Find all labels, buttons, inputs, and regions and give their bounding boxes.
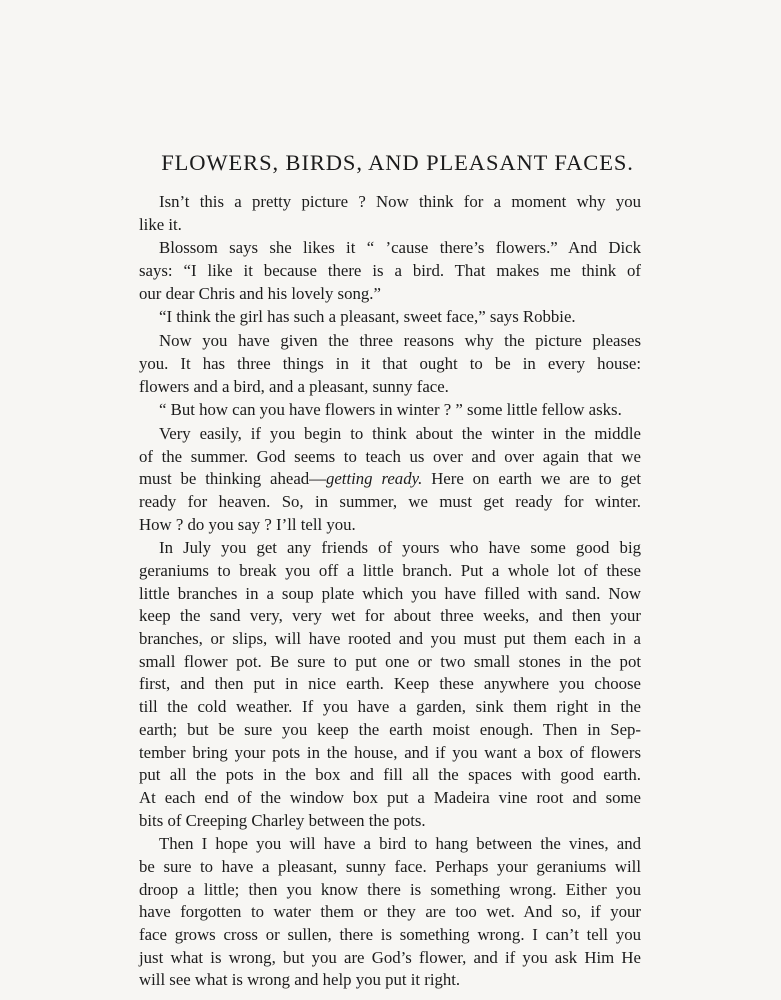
text-line: How ? do you say ? I’ll tell you.	[139, 514, 356, 534]
text-line: earth; but be sure you keep the earth moist enough. Then in Sep-	[139, 719, 641, 739]
text-line: first, and then put in nice earth. Keep these anywhere you choose	[139, 674, 641, 694]
text-line: Now you have given the three reasons why the picture pleases	[159, 331, 641, 351]
text-line: Blossom says she likes it “ ’cause there’s flowers.” And Dick	[159, 238, 641, 258]
text-line: Then I hope you will have a bird to hang between the vines, and	[159, 834, 641, 854]
text-line: will see what is wrong and help you put it right.	[139, 970, 461, 990]
text-line: droop a little; then you know there is something wrong. Either you	[139, 879, 641, 899]
text-segment: Here on earth we are to get	[422, 469, 641, 489]
text-line: “I think the girl has such a pleasant, sweet face,” says Robbie.	[159, 307, 576, 327]
text-line: like it.	[139, 214, 182, 234]
text-line: just what is wrong, but you are God’s flower, and if you ask Him He	[139, 947, 641, 967]
text-line: Very easily, if you begin to think about the winter in the middle	[159, 423, 641, 443]
text-line: branches, or slips, will have rooted and you must put them each in a	[139, 629, 641, 649]
text-segment: must be thinking ahead—	[139, 469, 326, 489]
text-line: bits of Creeping Charley between the pots.	[139, 810, 426, 830]
italic-text: getting ready.	[325, 469, 423, 489]
text-line	[139, 468, 641, 491]
text-line: geraniums to break you off a little branch. Put a whole lot of these	[139, 561, 641, 580]
text-line: says: “I like it because there is a bird. That makes me think of	[139, 261, 641, 281]
text-line: “ But how can you have flowers in winter ? ” some little fellow asks.	[159, 400, 622, 420]
body-text	[139, 191, 641, 992]
text-line: flowers and a bird, and a pleasant, sunny face.	[139, 376, 449, 396]
text-line: small flower pot. Be sure to put one or two small stones in the pot	[139, 651, 641, 671]
text-line: be sure to have a pleasant, sunny face. Perhaps your geraniums will	[139, 856, 641, 876]
text-line: At each end of the window box put a Madeira vine root and some	[139, 787, 641, 807]
text-line: ready for heaven. So, in summer, we must get ready for winter.	[139, 491, 641, 511]
text-line: face grows cross or sullen, there is something wrong. I can’t tell you	[139, 925, 641, 944]
text-line: little branches in a soup plate which you have filled with sand. Now	[139, 583, 641, 603]
text-line: our dear Chris and his lovely song.”	[139, 283, 381, 303]
text-line: keep the sand very, very wet for about three weeks, and then your	[139, 606, 641, 626]
text-line: tember bring your pots in the house, and if you want a box of flowers	[139, 742, 641, 762]
text-line: have forgotten to water them or they are too wet. And so, if your	[139, 902, 641, 922]
text-line: In July you get any friends of yours who have some good big	[159, 538, 641, 558]
text-line: put all the pots in the box and fill all the spaces with good earth.	[139, 765, 641, 785]
text-line: of the summer. God seems to teach us over and over again that we	[139, 446, 641, 466]
text-line: till the cold weather. If you have a garden, sink them right in the	[139, 697, 641, 717]
chapter-title: FLOWERS, BIRDS, AND PLEASANT FACES.	[161, 150, 634, 175]
text-line: Isn’t this a pretty picture ? Now think for a moment why you	[159, 192, 641, 211]
text-line: you. It has three things in it that ought to be in every house:	[139, 353, 641, 373]
